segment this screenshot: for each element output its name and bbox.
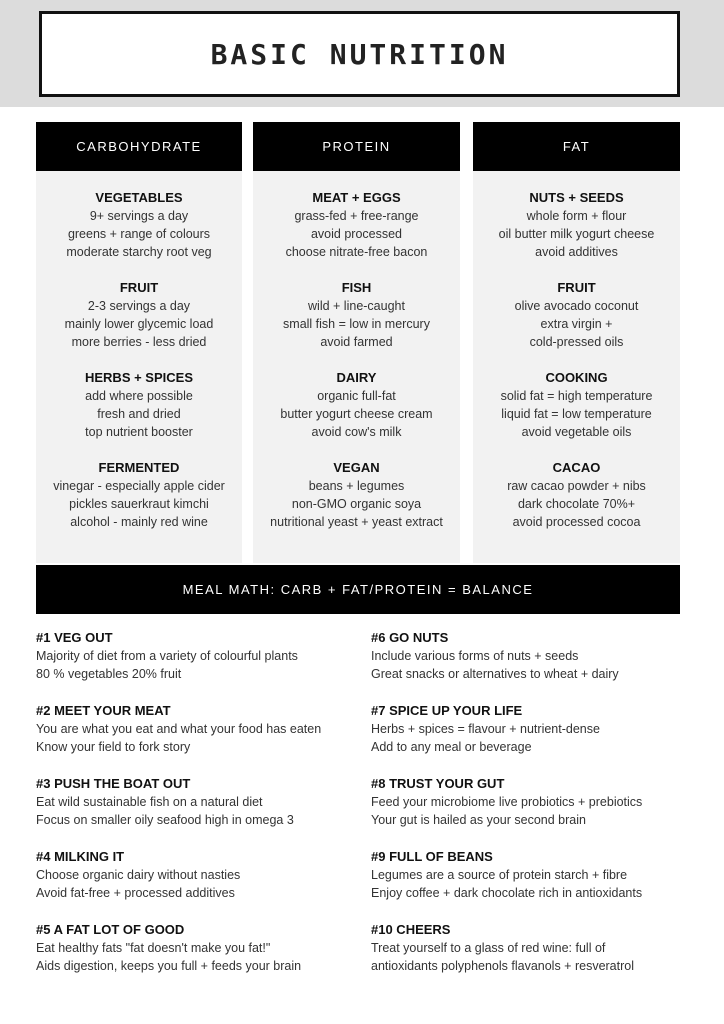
group-line: add where possible — [85, 389, 193, 403]
group-title: FRUIT — [557, 280, 596, 295]
page-title: BASIC NUTRITION — [210, 37, 509, 71]
group-line: solid fat = high temperature — [500, 389, 653, 403]
tip-line: Enjoy coffee + dark chocolate rich in antioxidants — [371, 886, 643, 900]
group-line: avoid additives — [535, 245, 618, 259]
tip-line: Add to any meal or beverage — [371, 740, 532, 754]
tip-line: Treat yourself to a glass of red wine: full of — [371, 941, 606, 955]
tip-line: Eat healthy fats "fat doesn't make you fat!" — [36, 941, 271, 955]
tip-line: You are what you eat and what your food has eaten — [36, 722, 322, 736]
group-line: fresh and dried — [97, 407, 181, 421]
tip-line: 80 % vegetables 20% fruit — [36, 667, 182, 681]
tip-title: #1 VEG OUT — [36, 630, 113, 645]
group-line: avoid processed — [310, 227, 403, 241]
group-line: pickles sauerkraut kimchi — [69, 497, 209, 511]
food-group — [253, 279, 460, 369]
food-group — [473, 369, 680, 459]
tip-item — [371, 702, 701, 756]
tip-line: Eat wild sustainable fish on a natural diet — [36, 795, 263, 809]
group-line: mainly lower glycemic load — [64, 317, 214, 331]
tip-line: Majority of diet from a variety of colourful plants — [36, 649, 298, 663]
group-title: FRUIT — [119, 280, 159, 295]
food-group — [473, 279, 680, 369]
group-title: VEGETABLES — [95, 190, 183, 205]
tip-line: Feed your microbiome live probiotics + prebiotics — [371, 795, 643, 809]
tip-item — [371, 629, 701, 683]
group-line: avoid processed cocoa — [512, 515, 641, 529]
tip-line: Legumes are a source of protein starch + fibre — [371, 868, 628, 882]
group-title: FISH — [341, 280, 372, 295]
group-line: wild + line-caught — [308, 299, 405, 313]
group-line: butter yogurt cheese cream — [280, 407, 433, 421]
tip-title: #8 TRUST YOUR GUT — [371, 776, 505, 791]
food-group — [36, 279, 242, 369]
group-line: nutritional yeast + yeast extract — [270, 515, 443, 529]
food-group — [253, 459, 460, 549]
tip-line: Your gut is hailed as your second brain — [371, 813, 586, 827]
column-header: PROTEIN — [253, 122, 460, 171]
tip-item — [36, 775, 366, 829]
group-line: oil butter milk yogurt cheese — [498, 227, 655, 241]
column-carbohydrate — [36, 122, 242, 563]
tip-title: #10 CHEERS — [371, 922, 451, 937]
tip-title: #9 FULL OF BEANS — [371, 849, 493, 864]
tip-line: Focus on smaller oily seafood high in omega 3 — [36, 813, 294, 827]
group-title: HERBS + SPICES — [84, 370, 193, 385]
group-line: beans + legumes — [308, 479, 405, 493]
group-line: grass-fed + free-range — [294, 209, 419, 223]
tip-item — [36, 921, 366, 975]
food-group — [36, 459, 242, 549]
tip-line: Great snacks or alternatives to wheat + dairy — [371, 667, 619, 681]
column-header: FAT — [473, 122, 680, 171]
tip-title: #6 GO NUTS — [371, 630, 449, 645]
column-header: CARBOHYDRATE — [36, 122, 242, 171]
group-title: FERMENTED — [98, 460, 180, 475]
food-group — [473, 459, 680, 549]
group-title: COOKING — [545, 370, 608, 385]
food-group — [36, 189, 242, 279]
tip-line: Avoid fat-free + processed additives — [36, 886, 235, 900]
tip-title: #3 PUSH THE BOAT OUT — [36, 776, 191, 791]
group-line: olive avocado coconut — [514, 299, 639, 313]
group-line: more berries - less dried — [71, 335, 207, 349]
title-box — [39, 11, 680, 97]
column-protein — [253, 122, 460, 563]
group-line: 2-3 servings a day — [87, 299, 191, 313]
tip-line: Herbs + spices = flavour + nutrient-dense — [371, 722, 600, 736]
food-group — [253, 369, 460, 459]
tip-line: Include various forms of nuts + seeds — [371, 649, 579, 663]
food-group — [253, 189, 460, 279]
tip-item — [36, 629, 366, 683]
group-line: organic full-fat — [317, 389, 396, 403]
group-line: greens + range of colours — [67, 227, 211, 241]
tip-line: antioxidants polyphenols flavanols + resveratrol — [371, 959, 635, 973]
group-line: avoid cow's milk — [311, 425, 402, 439]
column-fat — [473, 122, 680, 563]
group-line: vinegar - especially apple cider — [53, 479, 225, 493]
group-line: avoid farmed — [320, 335, 393, 349]
tip-title: #5 A FAT LOT OF GOOD — [36, 922, 185, 937]
group-line: small fish = low in mercury — [283, 317, 430, 331]
group-line: liquid fat = low temperature — [501, 407, 652, 421]
group-line: non-GMO organic soya — [291, 497, 422, 511]
group-line: raw cacao powder + nibs — [507, 479, 646, 493]
food-group — [473, 189, 680, 279]
group-title: NUTS + SEEDS — [529, 190, 624, 205]
tip-item — [36, 848, 366, 902]
group-line: dark chocolate 70%+ — [517, 497, 636, 511]
tip-line: Aids digestion, keeps you full + feeds your brain — [36, 959, 302, 973]
tip-item — [36, 702, 366, 756]
tip-line: Choose organic dairy without nasties — [36, 868, 241, 882]
group-title: DAIRY — [336, 370, 377, 385]
group-line: moderate starchy root veg — [66, 245, 212, 259]
tip-title: #4 MILKING IT — [36, 849, 125, 864]
group-title: VEGAN — [333, 460, 380, 475]
group-line: 9+ servings a day — [89, 209, 189, 223]
food-group — [36, 369, 242, 459]
group-line: cold-pressed oils — [529, 335, 624, 349]
group-line: avoid vegetable oils — [521, 425, 632, 439]
group-title: CACAO — [552, 460, 601, 475]
tip-line: Know your field to fork story — [36, 740, 191, 754]
group-line: choose nitrate-free bacon — [285, 245, 428, 259]
tip-item — [371, 921, 701, 975]
group-title: MEAT + EGGS — [312, 190, 401, 205]
tip-item — [371, 775, 701, 829]
group-line: top nutrient booster — [85, 425, 193, 439]
group-line: extra virgin + — [540, 317, 613, 331]
tip-item — [371, 848, 701, 902]
group-line: whole form + flour — [526, 209, 627, 223]
meal-math-banner: MEAL MATH: CARB + FAT/PROTEIN = BALANCE — [36, 565, 680, 614]
tip-title: #7 SPICE UP YOUR LIFE — [371, 703, 523, 718]
tip-title: #2 MEET YOUR MEAT — [36, 703, 171, 718]
group-line: alcohol - mainly red wine — [70, 515, 208, 529]
